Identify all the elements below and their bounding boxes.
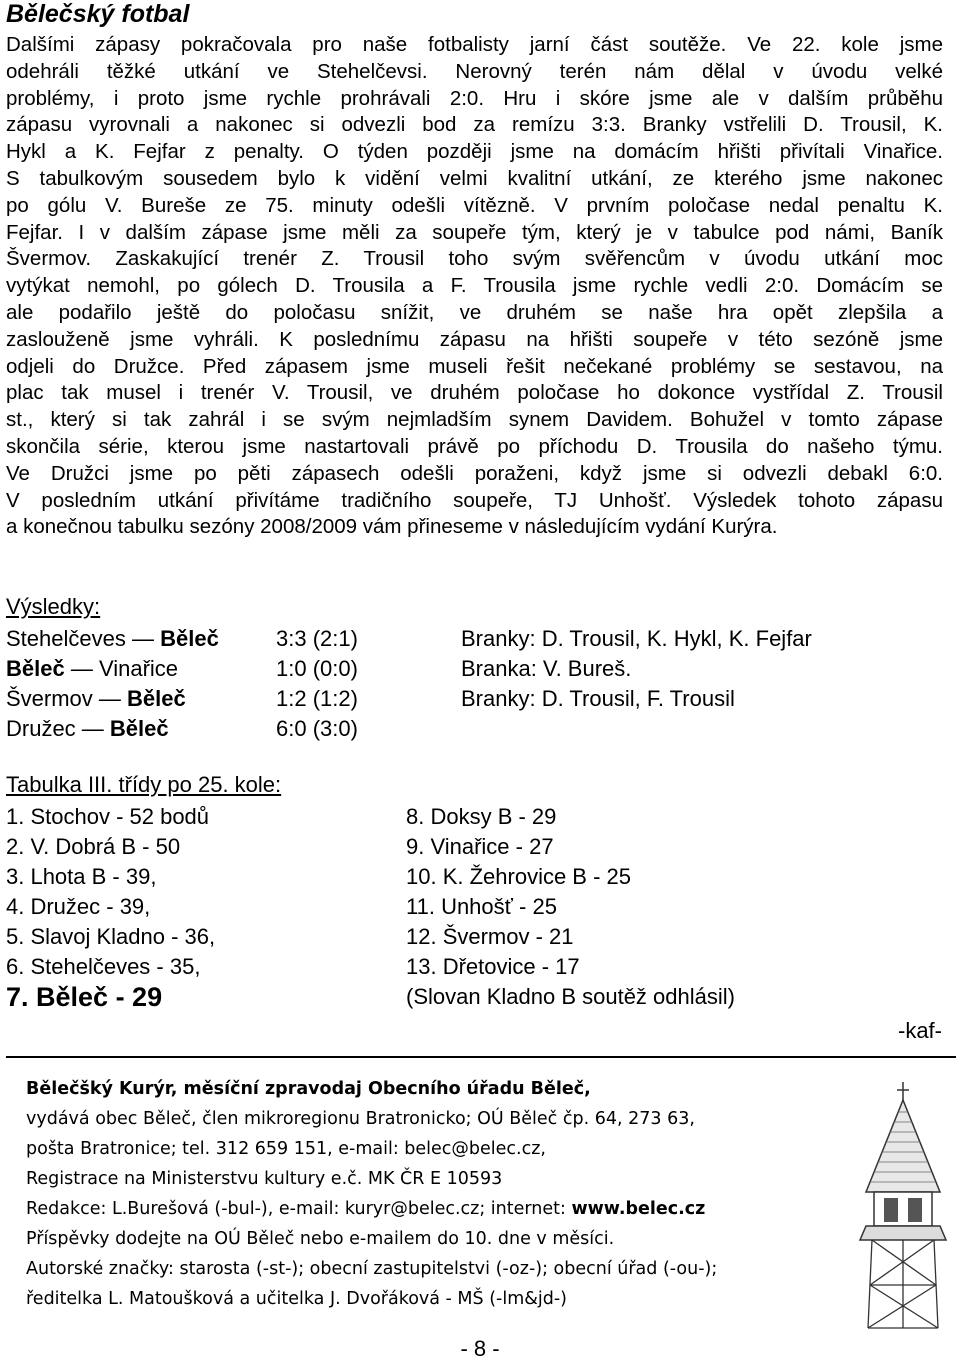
body-line: Ve Družci jsme po pěti zápasech odešli poraženi, když jsme si odvezli debakl 6:0. (6, 461, 943, 485)
body-line: skončila série, kterou jsme nastartovali právě po příchodu D. Trousila do našeho týmu. (6, 434, 943, 458)
match-dash: — (64, 656, 99, 681)
author-signature: -kaf- (898, 1018, 942, 1043)
home-team: Družec (6, 716, 76, 741)
colophon-line: Příspěvky dodejte na OÚ Běleč nebo e-mailem do 10. dne v měsíci. (26, 1229, 615, 1249)
standings-table (6, 802, 906, 1012)
page-number: - 8 - (460, 1336, 500, 1361)
result-row (6, 654, 906, 684)
colophon-line: vydává obec Běleč, člen mikroregionu Bratronicko; OÚ Běleč čp. 64, 273 63, (26, 1109, 695, 1129)
colophon (26, 1074, 856, 1314)
match-dash: — (125, 626, 161, 651)
away-team: Vinařice (98, 656, 179, 681)
standings-heading: Tabulka III. třídy po 25. kole: (6, 772, 282, 797)
standings-note: (Slovan Kladno B soutěž odhlásil) (406, 984, 735, 1009)
body-line: Fejfar. I v dalším zápase jsme měli za soupeře tým, který je v tabulce pod námi, Baník (6, 220, 943, 244)
match-teams (6, 714, 169, 744)
body-line: zaslouženě jsme vyhráli. K poslednímu zápasu na hřišti soupeře v této sezóně jsme (6, 327, 943, 351)
standings-row (6, 862, 906, 892)
match-teams (6, 684, 186, 714)
standings-left: 2. V. Dobrá B - 50 (6, 834, 181, 859)
standings-left: 3. Lhota B - 39, (6, 864, 157, 889)
standings-row (6, 802, 906, 832)
divider (6, 1056, 956, 1058)
body-line: Dalšími zápasy pokračovala pro naše fotbalisty jarní část soutěže. Ve 22. kole jsme (6, 33, 943, 56)
match-scorers: Branka: V. Bureš. (461, 656, 632, 681)
away-team: Běleč (127, 686, 186, 711)
colophon-line: pošta Bratronice; tel. 312 659 151, e-mail: belec@belec.cz, (26, 1139, 546, 1159)
standings-right: 12. Švermov - 21 (406, 924, 574, 949)
body-line: vytýkat nemohl, po gólech D. Trousila a F. Trousila jsme rychle vedli 2:0. Domácím se (6, 274, 943, 298)
match-teams (6, 654, 178, 684)
body-line: odehráli těžké utkání ve Stehelčevsi. Nerovný terén nám dělal v úvodu velké (6, 59, 943, 83)
match-score: 6:0 (3:0) (276, 716, 358, 741)
standings-row (6, 892, 906, 922)
body-line: st., který si tak zahrál i se svým nejmladším synem Davidem. Bohužel v tomto zápase (6, 408, 943, 432)
result-row (6, 624, 906, 654)
editors-text: Redakce: L.Burešová (-bul-), e-mail: kuryr@belec.cz; internet: (26, 1199, 572, 1219)
away-team: Běleč (160, 626, 219, 651)
colophon-title: Bělečšký Kurýr, měsíční zpravodaj Obecního úřadu Běleč, (26, 1079, 591, 1099)
standings-right: 9. Vinařice - 27 (406, 834, 554, 859)
results-heading: Výsledky: (6, 594, 101, 619)
article-body (6, 32, 943, 541)
standings-row (6, 952, 906, 982)
standings-row (6, 922, 906, 952)
body-line: zápasu vyrovnali a nakonec si odvezli bod za remízu 3:3. Branky vstřelili D. Trousil, K. (6, 113, 943, 137)
match-score: 1:2 (1:2) (276, 686, 358, 711)
body-line: Švermov. Zaskakující trenér Z. Trousil toho svým svěřencům v úvodu utkání moc (6, 247, 943, 271)
match-score: 1:0 (0:0) (276, 656, 358, 681)
body-line: odjeli do Družce. Před zápasem jsme museli řešit nečekané problémy se sestavou, na (6, 354, 943, 378)
standings-right: 10. K. Žehrovice B - 25 (406, 864, 631, 889)
result-row (6, 684, 906, 714)
match-score: 3:3 (2:1) (276, 626, 358, 651)
colophon-line (26, 1194, 856, 1224)
bell-tower-icon (858, 1080, 948, 1330)
standings-row-highlight (6, 982, 906, 1012)
away-team: Běleč (109, 716, 169, 741)
body-line: ale podařilo ještě do poločasu snížit, ve druhém se naše hra opět zlepšila a (6, 300, 943, 324)
body-line: Hykl a K. Fejfar z penalty. O týden později jsme na domácím hřišti přivítali Vinařice. (6, 140, 943, 164)
standings-left: 5. Slavoj Kladno - 36, (6, 924, 216, 949)
body-line: problémy, i proto jsme rychle prohrávali 2:0. Hru i skóre jsme ale v dalším průběhu (6, 86, 943, 110)
home-team: Běleč (6, 656, 65, 681)
body-line: S tabulkovým sousedem bylo k vidění velmi kvalitní utkání, ze kterého jsme nakonec (6, 166, 943, 190)
standings-left: 7. Běleč - 29 (6, 982, 163, 1012)
colophon-line: Autorské značky: starosta (-st-); obecní zastupitelstvi (-oz-); obecní úřad (-ou-); (26, 1259, 718, 1279)
colophon-line: ředitelka L. Matoušková a učitelka J. Dvořáková - MŠ (-lm&jd-) (26, 1289, 568, 1309)
result-row (6, 714, 906, 744)
standings-row (6, 832, 906, 862)
colophon-line: Registrace na Ministerstvu kultury e.č. MK ČR E 10593 (26, 1169, 503, 1189)
results-table (6, 624, 906, 744)
article-title: Bělečský fotbal (6, 0, 190, 28)
home-team: Švermov (6, 686, 93, 711)
standings-left: 6. Stehelčeves - 35, (6, 954, 201, 979)
standings-right: 8. Doksy B - 29 (406, 804, 557, 829)
standings-left: 1. Stochov - 52 bodů (6, 804, 210, 829)
body-line: V posledním utkání přivítáme tradičního soupeře, TJ Unhošť. Výsledek tohoto zápasu (6, 488, 943, 512)
match-dash: — (75, 716, 110, 741)
body-line: po gólu V. Bureše ze 75. minuty odešli vítězně. V prvním poločase nedal penaltu K. (6, 193, 943, 217)
body-line: plac tak musel i trenér V. Trousil, ve druhém poločase ho dokonce vystřídal Z. Trousil (6, 381, 943, 405)
standings-right: 11. Unhošť - 25 (406, 894, 557, 919)
body-line: a konečnou tabulku sezóny 2008/2009 vám přineseme v následujícím vydání Kurýra. (6, 515, 778, 539)
colophon-line (26, 1074, 856, 1104)
website-link[interactable]: www.belec.cz (571, 1199, 706, 1219)
match-scorers: Branky: D. Trousil, F. Trousil (461, 686, 735, 711)
match-scorers: Branky: D. Trousil, K. Hykl, K. Fejfar (461, 626, 812, 651)
standings-right: 13. Dřetovice - 17 (406, 954, 580, 979)
match-dash: — (92, 686, 128, 711)
home-team: Stehelčeves (6, 626, 126, 651)
match-teams (6, 624, 219, 654)
standings-left: 4. Družec - 39, (6, 894, 151, 919)
